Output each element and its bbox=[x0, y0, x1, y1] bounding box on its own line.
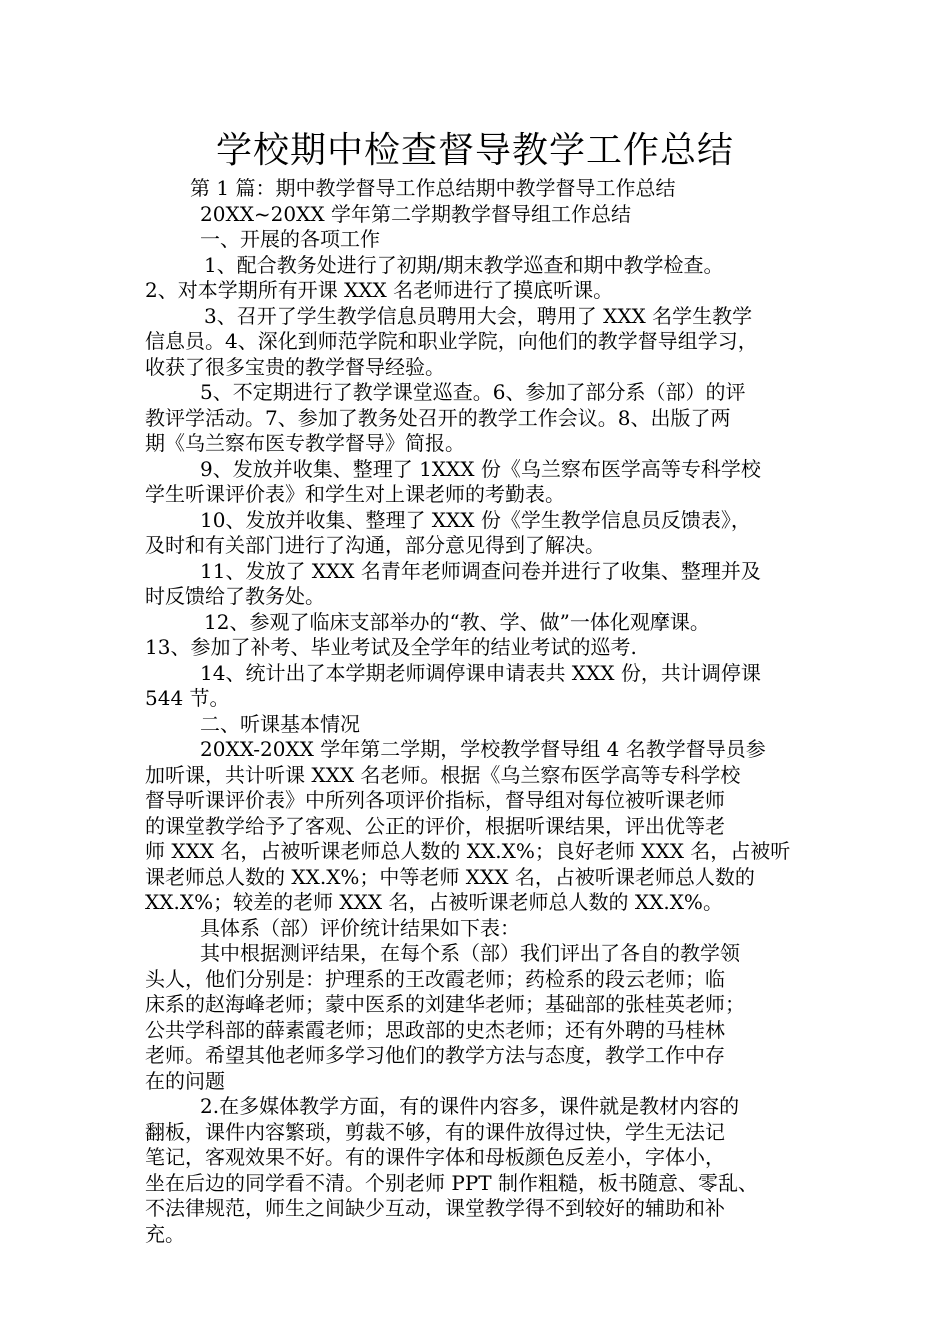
paragraph-line: 师 XXX 名，占被听课老师总人数的 XX.X%；良好老师 XXX 名，占被听 bbox=[145, 839, 791, 863]
paragraph-line: 课老师总人数的 XX.X%；中等老师 XXX 名，占被听课老师总人数的 bbox=[145, 865, 755, 889]
paragraph-line: 3、召开了学生教学信息员聘用大会，聘用了 XXX 名学生教学 bbox=[204, 304, 753, 328]
paragraph-line: 笔记，客观效果不好。有的课件字体和母板颜色反差小，字体小， bbox=[145, 1145, 725, 1169]
paragraph-line: 床系的赵海峰老师；蒙中医系的刘建华老师；基础部的张桂英老师； bbox=[145, 992, 745, 1016]
heading-line: 一、开展的各项工作 bbox=[200, 227, 380, 251]
paragraph-line: 2.在多媒体教学方面，有的课件内容多，课件就是教材内容的 bbox=[200, 1094, 740, 1118]
paragraph-line: 544 节。 bbox=[145, 686, 230, 710]
paragraph-line: XX.X%；较差的老师 XXX 名，占被听课老师总人数的 XX.X%。 bbox=[145, 890, 723, 914]
paragraph-line: 收获了很多宝贵的教学督导经验。 bbox=[145, 355, 445, 379]
paragraph-line: 10、发放并收集、整理了 XXX 份《学生教学信息员反馈表》， bbox=[200, 508, 751, 532]
paragraph-line: 2、对本学期所有开课 XXX 名老师进行了摸底听课。 bbox=[145, 278, 614, 302]
paragraph-line: 12、参观了临床支部举办的“教、学、做”一体化观摩课。 bbox=[204, 610, 710, 634]
paragraph-line: 13、参加了补考、毕业考试及全学年的结业考试的巡考. bbox=[145, 635, 637, 659]
paragraph-line: 9、发放并收集、整理了 1XXX 份《乌兰察布医学高等专科学校 bbox=[200, 457, 761, 481]
paragraph-line: 时反馈给了教务处。 bbox=[145, 584, 325, 608]
paragraph-line: 不法律规范，师生之间缺少互动，课堂教学得不到较好的辅助和补 bbox=[145, 1196, 725, 1220]
paragraph-line: 具体系（部）评价统计结果如下表： bbox=[200, 916, 520, 940]
paragraph-line: 坐在后边的同学看不清。个别老师 PPT 制作粗糙，板书随意、零乱、 bbox=[145, 1171, 758, 1195]
paragraph-line: 加听课，共计听课 XXX 名老师。根据《乌兰察布医学高等专科学校 bbox=[145, 763, 741, 787]
paragraph-line: 其中根据测评结果，在每个系（部）我们评出了各自的教学领 bbox=[200, 941, 740, 965]
paragraph-line: 督导听课评价表》中所列各项评价指标，督导组对每位被听课老师 bbox=[145, 788, 725, 812]
heading-line: 二、听课基本情况 bbox=[200, 712, 360, 736]
paragraph-line: 的课堂教学给予了客观、公正的评价，根据听课结果，评出优等老 bbox=[145, 814, 725, 838]
paragraph-line: 教评学活动。7、参加了教务处召开的教学工作会议。8、出版了两 bbox=[145, 406, 731, 430]
paragraph-line: 14、统计出了本学期老师调停课申请表共 XXX 份，共计调停课 bbox=[200, 661, 761, 685]
paragraph-line: 在的问题 bbox=[145, 1069, 225, 1093]
paragraph-line: 老师。希望其他老师多学习他们的教学方法与态度，教学工作中存 bbox=[145, 1043, 725, 1067]
document-title: 学校期中检查督导教学工作总结 bbox=[215, 130, 734, 171]
paragraph-line: 及时和有关部门进行了沟通，部分意见得到了解决。 bbox=[145, 533, 605, 557]
subtitle-line: 20XX~20XX 学年第二学期教学督导组工作总结 bbox=[200, 202, 631, 226]
paragraph-line: 20XX-20XX 学年第二学期，学校教学督导组 4 名教学督导员参 bbox=[200, 737, 766, 761]
paragraph-line: 信息员。4、深化到师范学院和职业学院，向他们的教学督导组学习， bbox=[145, 329, 758, 353]
paragraph-line: 期《乌兰察布医专教学督导》简报。 bbox=[145, 431, 465, 455]
paragraph-line: 1、配合教务处进行了初期/期末教学巡查和期中教学检查。 bbox=[204, 253, 724, 277]
paragraph-line: 翻板，课件内容繁琐，剪裁不够，有的课件放得过快，学生无法记 bbox=[145, 1120, 725, 1144]
paragraph-line: 公共学科部的薛素霞老师；思政部的史杰老师；还有外聘的马桂林 bbox=[145, 1018, 725, 1042]
paragraph-line: 头人，他们分别是：护理系的王改霞老师；药检系的段云老师；临 bbox=[145, 967, 725, 991]
paragraph-line: 充。 bbox=[145, 1222, 185, 1246]
paragraph-line: 学生听课评价表》和学生对上课老师的考勤表。 bbox=[145, 482, 565, 506]
section-heading-line: 第 1 篇：期中教学督导工作总结期中教学督导工作总结 bbox=[190, 176, 676, 200]
paragraph-line: 5、不定期进行了教学课堂巡查。6、参加了部分系（部）的评 bbox=[200, 380, 746, 404]
paragraph-line: 11、发放了 XXX 名青年老师调查问卷并进行了收集、整理并及 bbox=[200, 559, 761, 583]
